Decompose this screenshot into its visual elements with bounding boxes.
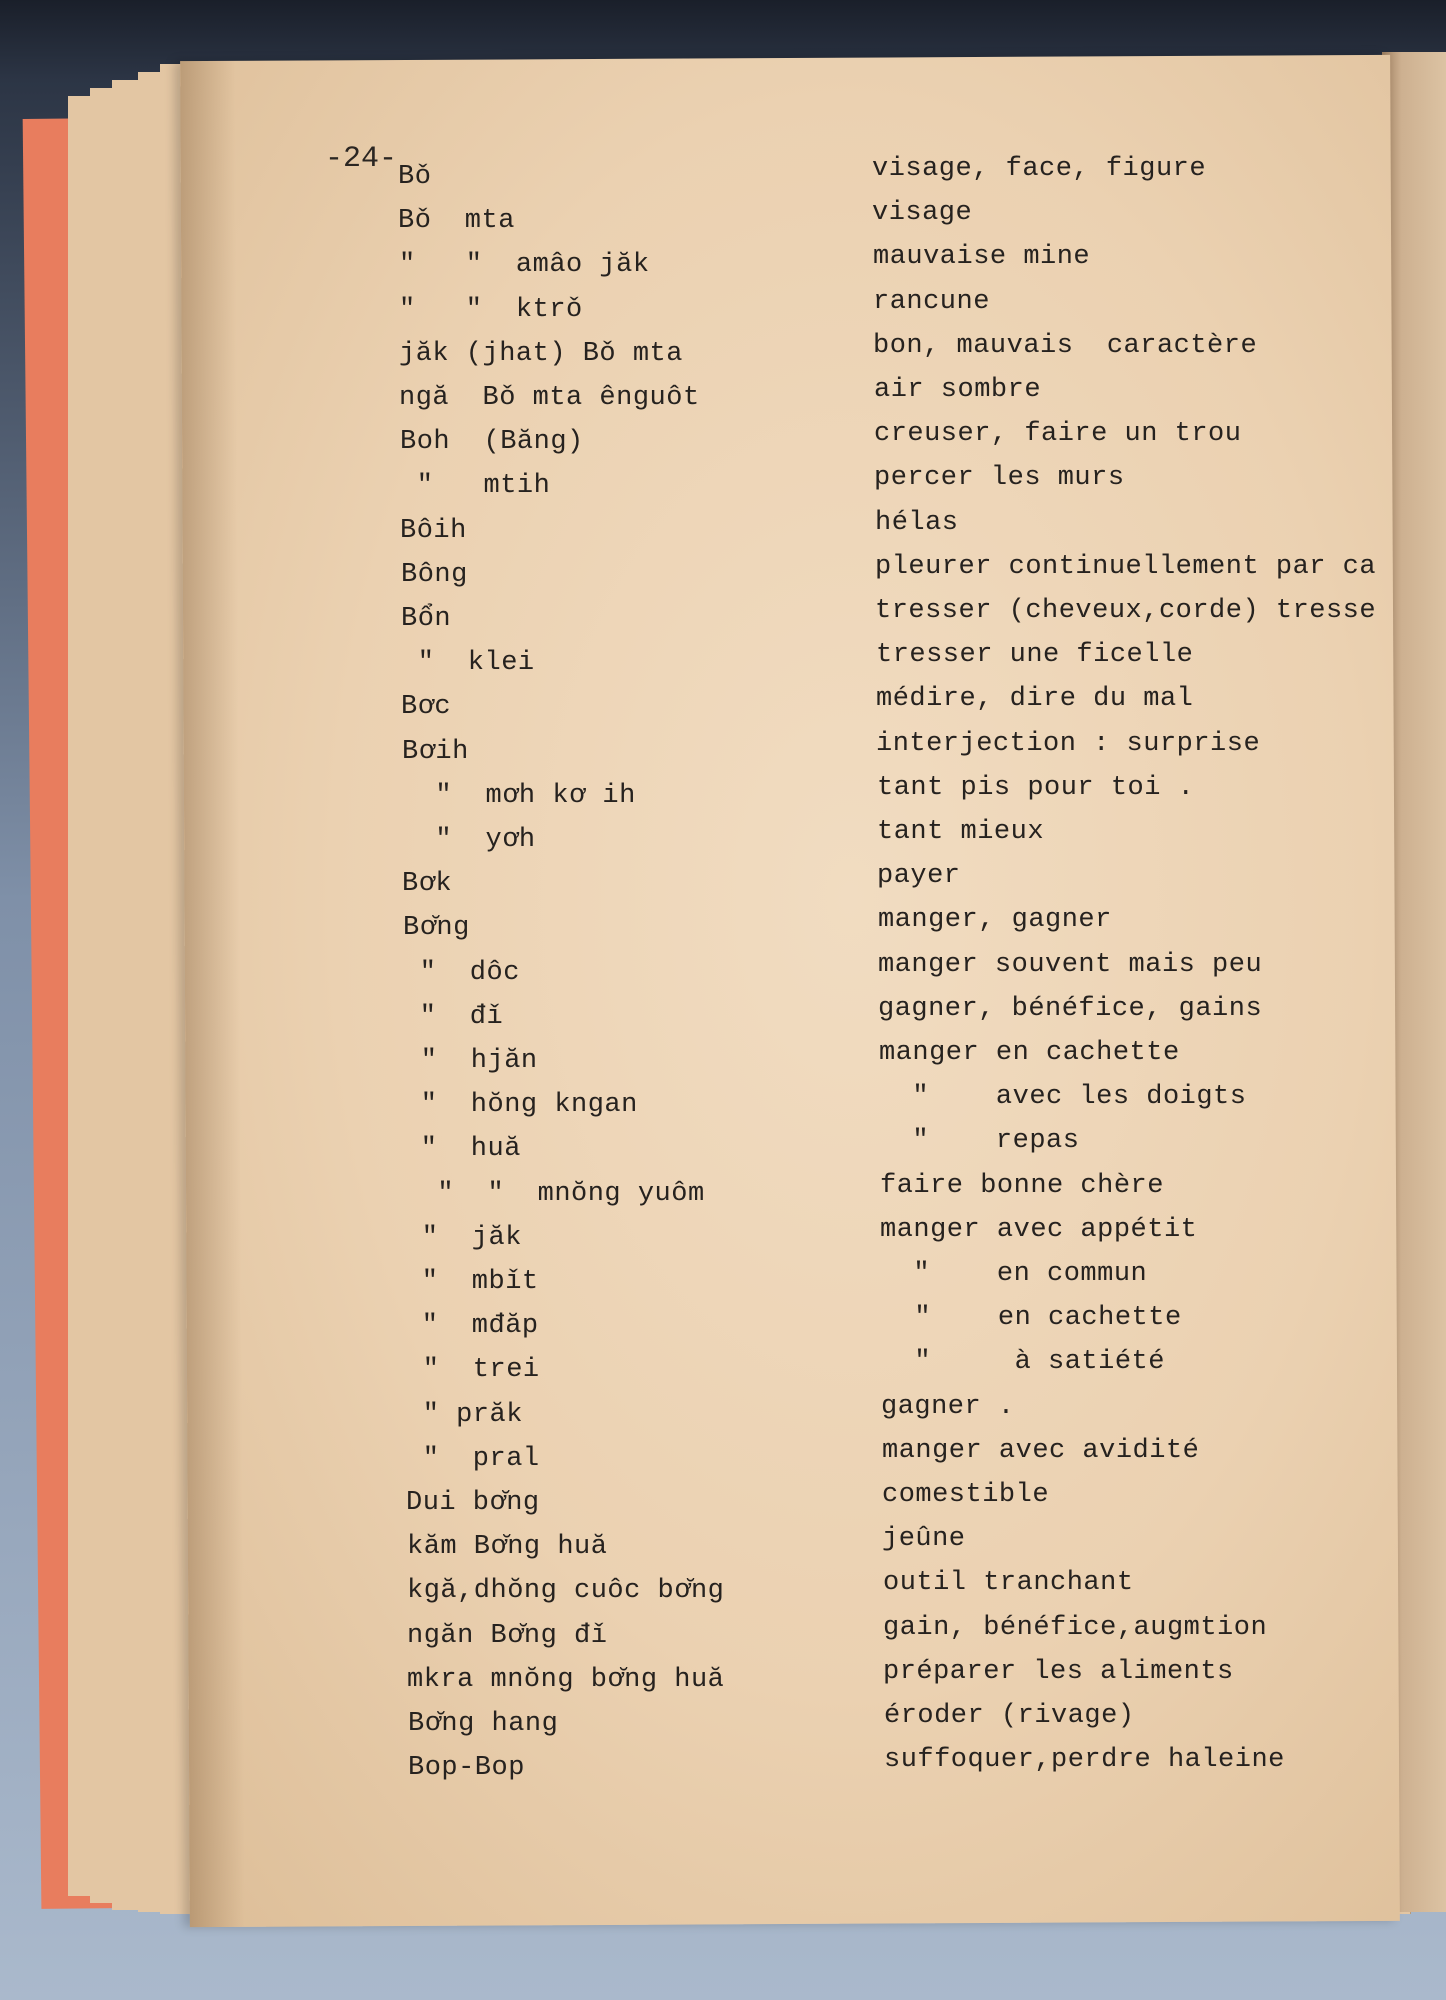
entry-gloss: manger avec appétit <box>880 1215 1198 1245</box>
entry-gloss: tresser (cheveux,corde) tresse <box>875 596 1377 626</box>
entry-gloss: " en commun <box>880 1259 1148 1289</box>
entry-term: Bổn <box>401 604 452 634</box>
entry-term: " hjăn <box>404 1046 538 1076</box>
entry-gloss: jeûne <box>882 1524 966 1554</box>
page-number: -24- <box>325 142 398 176</box>
entry-gloss: percer les murs <box>874 463 1125 493</box>
entry-gloss: gagner . <box>881 1392 1015 1422</box>
entry-gloss: préparer les aliments <box>883 1657 1234 1687</box>
entry-term: " klei <box>401 648 535 678</box>
entry-term: " huă <box>404 1134 521 1164</box>
entry-term: jăk (jhat) Bǒ mta <box>399 339 683 369</box>
entry-term: kăm Bơ̆ng huă <box>407 1532 608 1562</box>
entry-term: " mbǐt <box>405 1267 539 1297</box>
entry-term: " prăk <box>406 1400 523 1430</box>
entry-gloss: " en cachette <box>881 1303 1182 1333</box>
entry-gloss: manger en cachette <box>879 1038 1180 1068</box>
entry-term: Bop-Bop <box>408 1753 525 1783</box>
entry-term: Bơ̆ng hang <box>408 1709 559 1739</box>
entry-gloss: comestible <box>882 1480 1050 1510</box>
entry-term: kgă,dhŏng cuôc bơ̆ng <box>407 1576 725 1606</box>
entry-term: " yơh <box>402 825 536 855</box>
entry-gloss: payer <box>877 861 961 891</box>
entry-term: " " mnŏng yuôm <box>404 1179 705 1209</box>
entry-term: " mtih <box>400 471 551 501</box>
entry-gloss: tresser une ficelle <box>876 640 1194 670</box>
entry-gloss: manger souvent mais peu <box>878 950 1263 980</box>
entry-term: " " ktrǒ <box>399 295 583 325</box>
entry-gloss: bon, mauvais caractère <box>873 331 1258 361</box>
entry-gloss: visage, face, figure <box>872 154 1207 184</box>
entry-gloss: pleurer continuellement par ca <box>875 552 1377 582</box>
entry-gloss: outil tranchant <box>883 1568 1134 1598</box>
entry-gloss: " à satiété <box>881 1347 1165 1377</box>
entry-term: Bơ̆ng <box>403 913 470 943</box>
entry-gloss: tant mieux <box>877 817 1045 847</box>
entry-term: Bǒ mta <box>398 206 515 236</box>
entry-gloss: rancune <box>873 287 990 317</box>
spine-shadow <box>180 61 245 1927</box>
entry-term: Bǒ <box>398 162 432 192</box>
entry-gloss: médire, dire du mal <box>876 684 1194 714</box>
entry-term: Dui bơ̆ng <box>406 1488 540 1518</box>
entry-term: Boh (Băng) <box>400 427 584 457</box>
entry-gloss: gain, bénéfice,augmtion <box>883 1613 1268 1643</box>
entry-term: Bơc <box>401 692 452 722</box>
entry-gloss: interjection : surprise <box>876 729 1261 759</box>
entry-gloss: manger avec avidité <box>882 1436 1200 1466</box>
entry-term: " mơh kơ ih <box>402 781 636 811</box>
entry-term: " pral <box>406 1444 540 1474</box>
entry-term: Bơih <box>402 737 469 767</box>
entry-gloss: " repas <box>879 1126 1080 1156</box>
entry-gloss: " avec les doigts <box>879 1082 1247 1112</box>
entry-gloss: mauvaise mine <box>873 242 1091 272</box>
entry-term: " jăk <box>405 1223 522 1253</box>
entry-term: " " amâo jăk <box>399 250 650 280</box>
entry-gloss: éroder (rivage) <box>884 1701 1135 1731</box>
entry-term: Bơk <box>402 869 453 899</box>
entry-term: " trei <box>406 1355 540 1385</box>
entry-gloss: creuser, faire un trou <box>874 419 1242 449</box>
entry-term: " hŏng kngan <box>404 1090 638 1120</box>
entry-gloss: visage <box>872 198 973 228</box>
entry-gloss: suffoquer,perdre haleine <box>884 1745 1285 1775</box>
entry-term: " mđăp <box>405 1311 539 1341</box>
entry-term: Bông <box>401 560 468 590</box>
entry-term: mkra mnŏng bơ̆ng huă <box>407 1665 725 1695</box>
entry-term: Bôih <box>400 516 467 546</box>
entry-gloss: manger, gagner <box>878 905 1112 935</box>
entry-term: " dôc <box>403 958 520 988</box>
entry-gloss: gagner, bénéfice, gains <box>878 994 1263 1024</box>
entry-gloss: air sombre <box>874 375 1042 405</box>
entry-term: ngă Bǒ mta ênguôt <box>399 383 700 413</box>
entry-term: ngăn Bơ̆ng đǐ <box>407 1621 608 1651</box>
entry-gloss: faire bonne chère <box>880 1171 1164 1201</box>
entry-gloss: tant pis pour toi . <box>877 773 1195 803</box>
entry-gloss: hélas <box>875 508 959 538</box>
entry-term: " đǐ <box>403 1002 504 1032</box>
